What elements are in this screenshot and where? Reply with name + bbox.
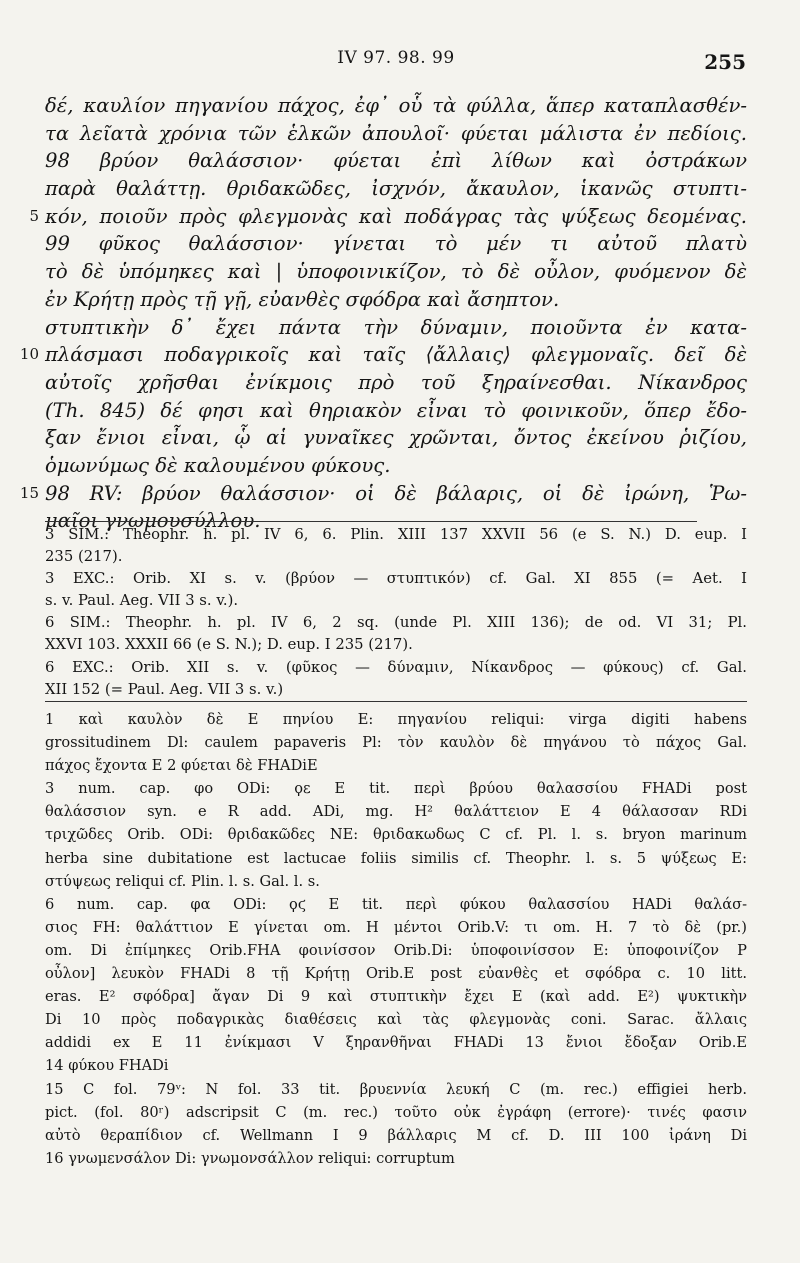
apparatus-line-text: pict. (fol. 80ʳ) adscripsit C (m. rec.) τοῦτο οὐκ ἐγράφη (errore)· τινές φασιν <box>45 1103 747 1121</box>
testimonia-line <box>45 634 747 656</box>
apparatus-line-text: 16 γνωμενσάλον Di: γνωμονσάλλον reliqui: corruptum <box>45 1149 455 1167</box>
apparatus-line-text: 1 καὶ καυλὸν δὲ E πηνίου E: πηγανίου reliqui: virga digiti habens <box>45 711 747 728</box>
text-line-text: ὁμωνύμως δὲ καλουμένου φύκους. <box>45 453 391 477</box>
apparatus-line <box>45 1147 747 1170</box>
text-line-text: δέ, καυλίον πηγανίου πάχος, ἐφ᾽ οὗ τὰ φύλλα, ἅπερ καταπλασθέν- <box>45 94 747 117</box>
text-line-text: τα λεῖατὰ χρόνια τῶν ἑλκῶν ἀπουλοῖ· φύεται μάλιστα ἐν πεδίοις. <box>45 121 747 145</box>
text-line-text: 98 RV: βρύον θαλάσσιον· οἱ δὲ βάλαρις, οἱ δὲ ἰρώνη, Ῥω- <box>45 481 747 505</box>
text-line-text: 99 φῦκος θαλάσσιον· γίνεται τὸ μέν τι αὐτοῦ πλατὺ <box>45 232 747 256</box>
text-line-text: πλάσμασι ποδαγρικοῖς καὶ ταῖς ⟨ἄλλαις⟩ φλεγμοναῖς. δεῖ δὲ <box>45 343 747 367</box>
text-line <box>45 369 747 397</box>
text-line-text: τὸ δὲ ὑπόμηκες καὶ | ὑποφοινικίζον, τὸ δὲ οὖλον, φυόμενον δὲ <box>45 260 747 284</box>
text-line <box>45 175 747 203</box>
testimonia-line <box>45 679 747 701</box>
apparatus-line <box>45 1054 747 1077</box>
apparatus-line <box>45 893 747 916</box>
testimonia-line-text: XII 152 (= Paul. Aeg. VII 3 s. v.) <box>45 680 284 698</box>
testimonia-line-text: s. v. Paul. Aeg. VII 3 s. v.). <box>45 592 239 610</box>
apparatus-line <box>45 731 747 754</box>
testimonia-line <box>45 612 747 634</box>
apparatus-line-text: Di 10 πρὸς ποδαγρικὰς διαθέσεις καὶ τὰς φλεγμονὰς coni. Sarac. ἄλλαις <box>45 1011 747 1029</box>
apparatus-line-text: πάχος ἔχοντα E 2 φύεται δὲ FHADiE <box>45 757 318 775</box>
apparatus-line <box>45 777 747 800</box>
apparatus-line <box>45 708 747 731</box>
running-title: IV 97. 98. 99 <box>337 48 455 68</box>
apparatus-line <box>45 754 747 777</box>
testimonia-line-text: 6 SIM.: Theophr. h. pl. IV 6, 2 sq. (unde Pl. XIII 136); de od. VI 31; Pl. <box>45 614 747 632</box>
text-line <box>45 397 747 425</box>
separator-rule <box>45 701 747 702</box>
line-number: 10 <box>19 345 39 364</box>
text-line <box>45 92 747 120</box>
apparatus-line <box>45 1101 747 1124</box>
text-line-text: στυπτικὴν δ᾽ ἔχει πάντα τὴν δύναμιν, ποιοῦντα ἐν κατα- <box>45 315 747 339</box>
text-line <box>19 480 747 508</box>
apparatus-line-text: 3 num. cap. φο ODi: ϙε E tit. περὶ βρύου θαλασσίου FHADi post <box>45 780 747 798</box>
text-line <box>19 341 747 369</box>
apparatus-line-text: addidi ex E 11 ἐνίκμασι V ξηρανθῆναι FHADi 13 ἔνιοι ἔδοξαν Orib.E <box>45 1034 747 1052</box>
testimonia-block <box>45 524 747 701</box>
apparatus-line <box>45 962 747 985</box>
text-line <box>45 258 747 286</box>
apparatus-line-text: αὐτὸ θεραπίδιον cf. Wellmann I 9 βάλλαρις M cf. D. III 100 ἰράνη Di <box>45 1126 747 1144</box>
text-line-text: 98 βρύον θαλάσσιον· φύεται ἐπὶ λίθων καὶ ὀστράκων <box>45 149 747 173</box>
testimonia-line-text: 235 (217). <box>45 548 123 566</box>
apparatus-line <box>45 1031 747 1054</box>
apparatus-line-text: 15 C fol. 79ᵛ: N fol. 33 tit. βρυεννία λευκή C (m. rec.) effigiei herb. <box>45 1080 747 1098</box>
apparatus-line <box>45 1008 747 1031</box>
text-line <box>45 314 747 342</box>
critical-apparatus <box>45 708 747 1170</box>
text-line <box>45 147 747 175</box>
separator-rule <box>45 521 697 522</box>
testimonia-line-text: XXVI 103. XXXII 66 (e S. N.); D. eup. I 235 (217). <box>45 636 413 654</box>
text-line <box>45 286 747 314</box>
text-line-text: παρὰ θαλάττῃ. θριδακῶδες, ἰσχνόν, ἄκαυλον, ἱκανῶς στυπτι- <box>45 177 747 201</box>
apparatus-line-text: στύψεως reliqui cf. Plin. l. s. Gal. l. s. <box>45 872 320 890</box>
apparatus-line <box>45 823 747 846</box>
apparatus-line-text: om. Di ἐπίμηκες Orib.FHA φοινίσσον Orib.Di: ὑποφοινίσσον E: ὑποφοινίζον P <box>45 941 747 959</box>
apparatus-line <box>45 1124 747 1147</box>
apparatus-line <box>45 939 747 962</box>
apparatus-line-text: herba sine dubitatione est lactucae foliis similis cf. Theophr. l. s. 5 ψύξεως E: <box>45 849 747 867</box>
text-line-text: ξαν ἔνιοι εἶναι, ᾧ αἱ γυναῖκες χρῶνται, ὄντος ἐκείνου ῥιζίου, <box>45 426 747 450</box>
apparatus-line <box>45 916 747 939</box>
testimonia-line-text: 3 SIM.: Theophr. h. pl. IV 6, 6. Plin. XIII 137 XXVII 56 (e S. N.) D. eup. I <box>45 526 747 543</box>
text-line <box>29 203 747 231</box>
text-line-text: μαῖοι γνωμουσύλλου. <box>45 509 261 533</box>
apparatus-line-text: οὖλον] λευκὸν FHADi 8 τῇ Κρήτῃ Orib.E post εὐανθὲς et σφόδρα c. 10 litt. <box>45 965 747 983</box>
line-number: 5 <box>29 206 39 225</box>
apparatus-line <box>45 800 747 823</box>
text-line-text: ἐν Κρήτῃ πρὸς τῇ γῇ, εὐανθὲς σφόδρα καὶ ἄσηπτον. <box>45 287 560 311</box>
apparatus-line-text: grossitudinem Dl: caulem papaveris Pl: τὸν καυλὸν δὲ πηγάνου τὸ πάχος Gal. <box>45 734 747 752</box>
testimonia-line <box>45 524 747 546</box>
running-head <box>46 48 746 78</box>
text-line <box>45 230 747 258</box>
text-line-text: κόν, ποιοῦν πρὸς φλεγμονὰς καὶ ποδάγρας τὰς ψύξεως δεομένας. <box>45 204 747 228</box>
text-line <box>45 120 747 148</box>
page-number: 255 <box>704 50 746 74</box>
text-line <box>45 424 747 452</box>
apparatus-line <box>45 847 747 870</box>
testimonia-line <box>45 657 747 679</box>
apparatus-line-text: 6 num. cap. φα ODi: ϙϛ E tit. περὶ φύκου θαλασσίου HADi θαλάσ- <box>45 895 747 913</box>
apparatus-line-text: eras. E² σφόδρα] ἄγαν Di 9 καὶ στυπτικὴν ἔχει E (καὶ add. E²) ψυκτικὴν <box>45 988 747 1006</box>
apparatus-line-text: σιος FH: θαλάττιον E γίνεται om. H μέντοι Orib.V: τι om. H. 7 τὸ δὲ (pr.) <box>45 918 747 936</box>
apparatus-line <box>45 985 747 1008</box>
apparatus-line-text: θαλάσσιον syn. e R add. ADi, mg. H² θαλάττειον E 4 θάλασσαν RDi <box>45 803 747 821</box>
text-line-text: αὐτοῖς χρῆσθαι ἐνίκμοις πρὸ τοῦ ξηραίνεσθαι. Νίκανδρος <box>45 370 747 394</box>
main-greek-text <box>19 92 747 535</box>
line-number: 15 <box>19 483 39 502</box>
text-line-text: (Th. 845) δέ φησι καὶ θηριακὸν εἶναι τὸ φοινικοῦν, ὅπερ ἔδο- <box>45 398 747 422</box>
testimonia-line <box>45 546 747 568</box>
apparatus-line-text: 14 φύκου FHADi <box>45 1057 169 1075</box>
testimonia-line <box>45 590 747 612</box>
text-line <box>45 452 747 480</box>
apparatus-line <box>45 1078 747 1101</box>
testimonia-line-text: 3 EXC.: Orib. XI s. v. (βρύον — στυπτικόν) cf. Gal. XI 855 (= Aet. I <box>45 570 747 588</box>
apparatus-line-text: τριχῶδες Orib. ODi: θριδακῶδες NE: θριδακωδως C cf. Pl. l. s. bryon marinum <box>45 826 747 844</box>
testimonia-line <box>45 568 747 590</box>
testimonia-line-text: 6 EXC.: Orib. XII s. v. (φῦκος — δύναμιν, Νίκανδρος — φύκους) cf. Gal. <box>45 658 747 676</box>
apparatus-line <box>45 870 747 893</box>
